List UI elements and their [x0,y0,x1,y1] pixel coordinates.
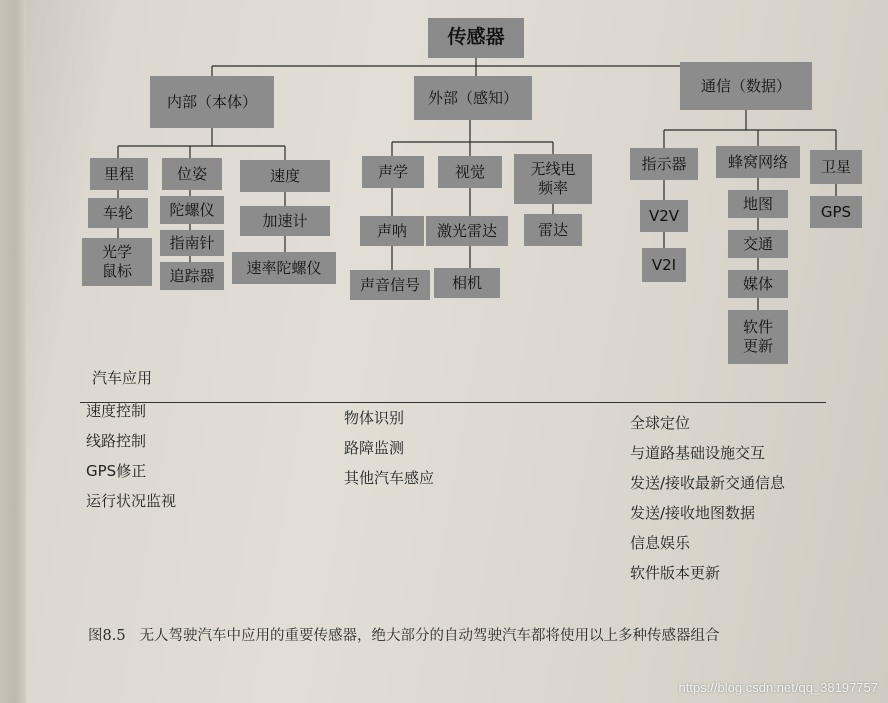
node-compass: 指南针 [160,230,224,256]
node-sensors: 传感器 [428,18,524,58]
figure-caption [88,622,828,650]
node-external: 外部（感知） [414,76,532,120]
node-media: 媒体 [728,270,788,298]
node-traffic: 交通 [728,230,788,258]
node-lidar: 激光雷达 [426,216,508,246]
app-item: 与道路基础设施交互 [630,444,766,462]
app-item: 发送/接收地图数据 [630,504,756,522]
node-camera: 相机 [434,268,500,298]
watermark: https://blog.csdn.net/qq_38197757 [678,680,878,695]
node-wheel: 车轮 [88,198,148,228]
node-communication: 通信（数据） [680,62,812,110]
applications-column-comms [630,408,785,588]
node-speed: 速度 [240,160,330,192]
app-item: 运行状况监视 [86,492,177,510]
node-radar: 雷达 [524,214,582,246]
node-tracker: 追踪器 [160,262,224,290]
node-optical-mouse: 光学 鼠标 [82,238,152,286]
caption-text: 无人驾驶汽车中应用的重要传感器，绝大部分的自动驾驶汽车都将使用以上多种传感器组合 [139,628,720,644]
app-item: 路障监测 [344,439,405,457]
app-item: 线路控制 [86,432,147,450]
node-accelerometer: 加速计 [240,206,330,236]
node-internal: 内部（本体） [150,76,274,128]
node-pose: 位姿 [162,158,222,190]
node-indicator: 指示器 [630,148,698,180]
app-item: 软件版本更新 [630,564,721,582]
app-item: 发送/接收最新交通信息 [630,474,786,492]
app-item: GPS修正 [86,462,147,480]
app-item: 信息娱乐 [630,534,691,552]
node-rate-gyroscope: 速率陀螺仪 [232,252,336,284]
node-sonar: 声呐 [360,216,424,246]
app-item: 速度控制 [86,402,147,420]
node-odometry: 里程 [90,158,148,190]
app-item: 物体识别 [344,409,405,427]
node-satellite: 卫星 [810,150,862,184]
node-v2i: V2I [642,248,686,282]
node-radio-frequency: 无线电 频率 [514,154,592,204]
applications-title: 汽车应用 [92,369,153,387]
node-vision: 视觉 [438,156,502,188]
node-sound-signal: 声音信号 [350,270,430,300]
node-software-update: 软件 更新 [728,310,788,364]
applications-column-external [344,403,434,493]
node-gps: GPS [810,196,862,228]
node-map: 地图 [728,190,788,218]
app-item: 全球定位 [630,414,691,432]
node-cellular: 蜂窝网络 [716,146,800,178]
applications-column-internal [86,396,176,516]
figure-number: 图8.5 [88,628,126,644]
app-item: 其他汽车感应 [344,469,435,487]
node-acoustic: 声学 [362,156,424,188]
applications-divider [80,402,826,403]
node-gyroscope: 陀螺仪 [160,196,224,224]
node-v2v: V2V [640,200,688,232]
